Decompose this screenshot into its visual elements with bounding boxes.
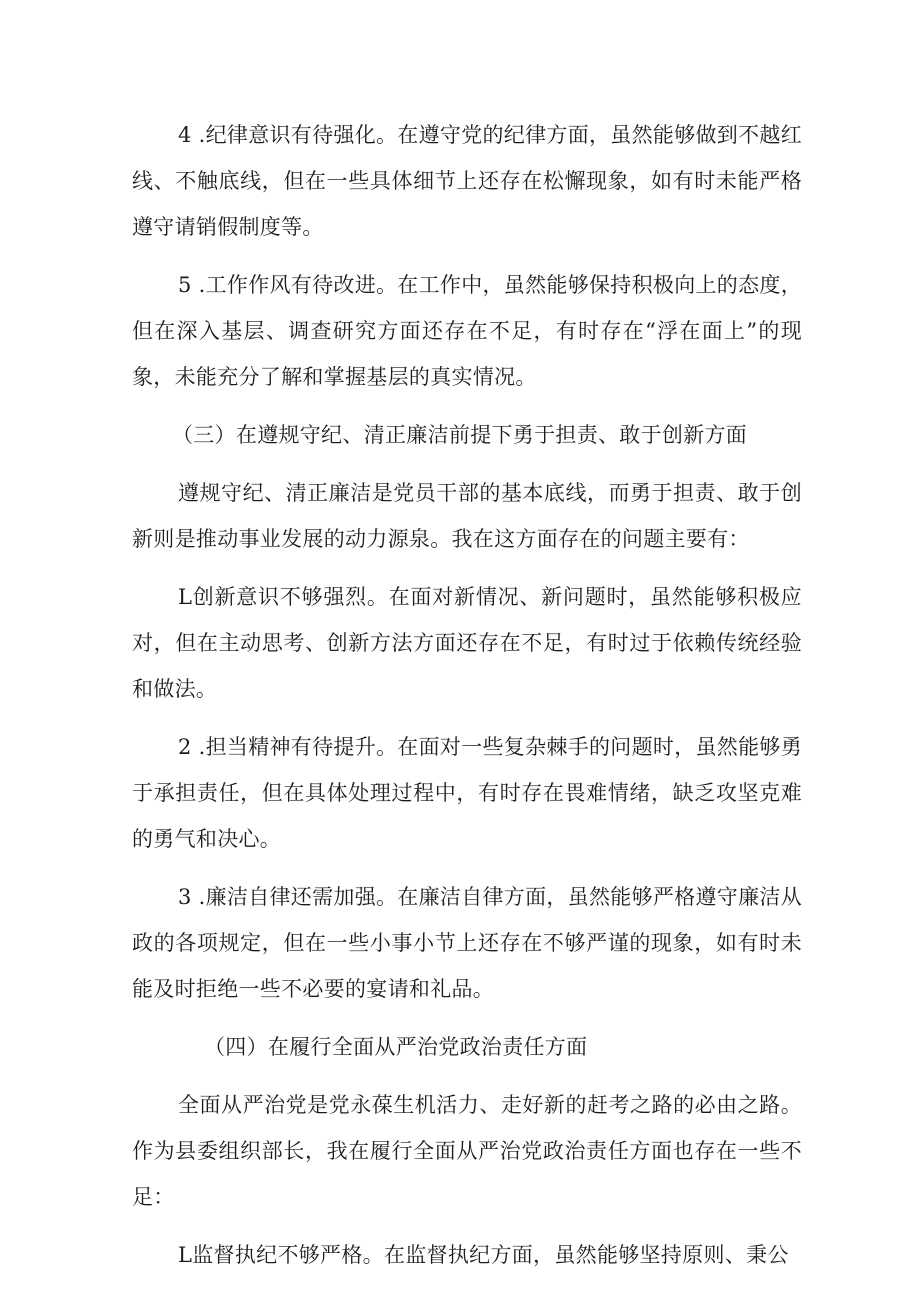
document-body [132,112,802,1290]
paragraph-innovation-awareness: L创新意识不够强烈。在面对新情况、新问题时，虽然能够积极应对，但在主动思考、创新方法方面还存在不足，有时过于依赖传统经验和做法。 [132,585,802,701]
paragraph-section-three-intro: 遵规守纪、清正廉洁是党员干部的基本底线，而勇于担责、敢于创新则是推动事业发展的动力源泉。我在这方面存在的问题主要有： [132,481,802,551]
section-heading-four: （四）在履行全面从严治党政治责任方面 [204,1035,588,1059]
paragraph-section-four-intro: 全面从严治党是党永葆生机活力、走好新的赶考之路的必由之路。作为县委组织部长，我在履行全面从严治党政治责任方面也存在一些不足： [132,1093,802,1209]
paragraph-responsibility-spirit: 2 .担当精神有待提升。在面对一些复杂棘手的问题时，虽然能够勇于承担责任，但在具体处理过程中，有时存在畏难情绪，缺乏攻坚克难的勇气和决心。 [132,735,803,851]
paragraph-work-style: 5 .工作作风有待改进。在工作中，虽然能够保持积极向上的态度，但在深入基层、调查研究方面还存在不足，有时存在“浮在面上”的现象，未能充分了解和掌握基层的真实情况。 [132,273,803,389]
section-heading-three: （三）在遵规守纪、清正廉洁前提下勇于担责、敢于创新方面 [172,423,748,447]
paragraph-discipline-awareness: 4 .纪律意识有待强化。在遵守党的纪律方面，虽然能够做到不越红线、不触底线，但在一些具体细节上还存在松懈现象，如有时未能严格遵守请销假制度等。 [132,123,803,239]
paragraph-integrity-self-discipline: 3 .廉洁自律还需加强。在廉洁自律方面，虽然能够严格遵守廉洁从政的各项规定，但在一些小事小节上还存在不够严谨的现象，如有时未能及时拒绝一些不必要的宴请和礼品。 [132,885,803,1001]
paragraph-supervision-discipline: L监督执纪不够严格。在监督执纪方面，虽然能够坚持原则、秉公 [178,1243,789,1267]
